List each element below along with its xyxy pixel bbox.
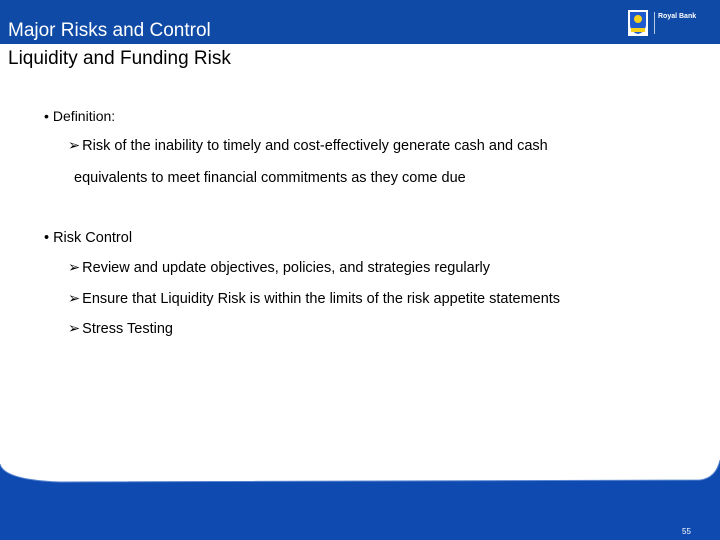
arrow-bullet-icon: ➢ [68,291,81,307]
arrow-bullet-icon: ➢ [68,260,81,276]
risk-control-item [68,291,560,307]
bullet-icon: • [44,108,49,124]
arrow-bullet-icon: ➢ [68,321,81,337]
logo-text: Royal Bank [658,13,697,20]
arrow-bullet-icon: ➢ [68,138,81,154]
definition-heading: Definition: [52,108,116,124]
slide-title: Major Risks and Control [8,20,211,41]
risk-control-item-text: Stress Testing [82,321,173,337]
page-number: 55 [682,527,691,536]
risk-control-item [68,260,490,276]
risk-control-bullet [44,230,132,246]
risk-control-item [68,321,173,337]
bullet-icon: • [44,230,50,246]
risk-control-item-text: Ensure that Liquidity Risk is within the limits of the risk appetite statements [82,291,561,307]
risk-control-heading: Risk Control [53,230,133,246]
definition-text [68,138,548,154]
definition-text-line1: Risk of the inability to timely and cost-effectively generate cash and cash [82,138,548,154]
slide-subtitle: Liquidity and Funding Risk [8,48,231,69]
footer-band [0,440,720,540]
definition-bullet [44,108,115,124]
risk-control-item-text: Review and update objectives, policies, and strategies regularly [82,260,490,276]
definition-text-line2: equivalents to meet financial commitments as they come due [74,170,466,186]
